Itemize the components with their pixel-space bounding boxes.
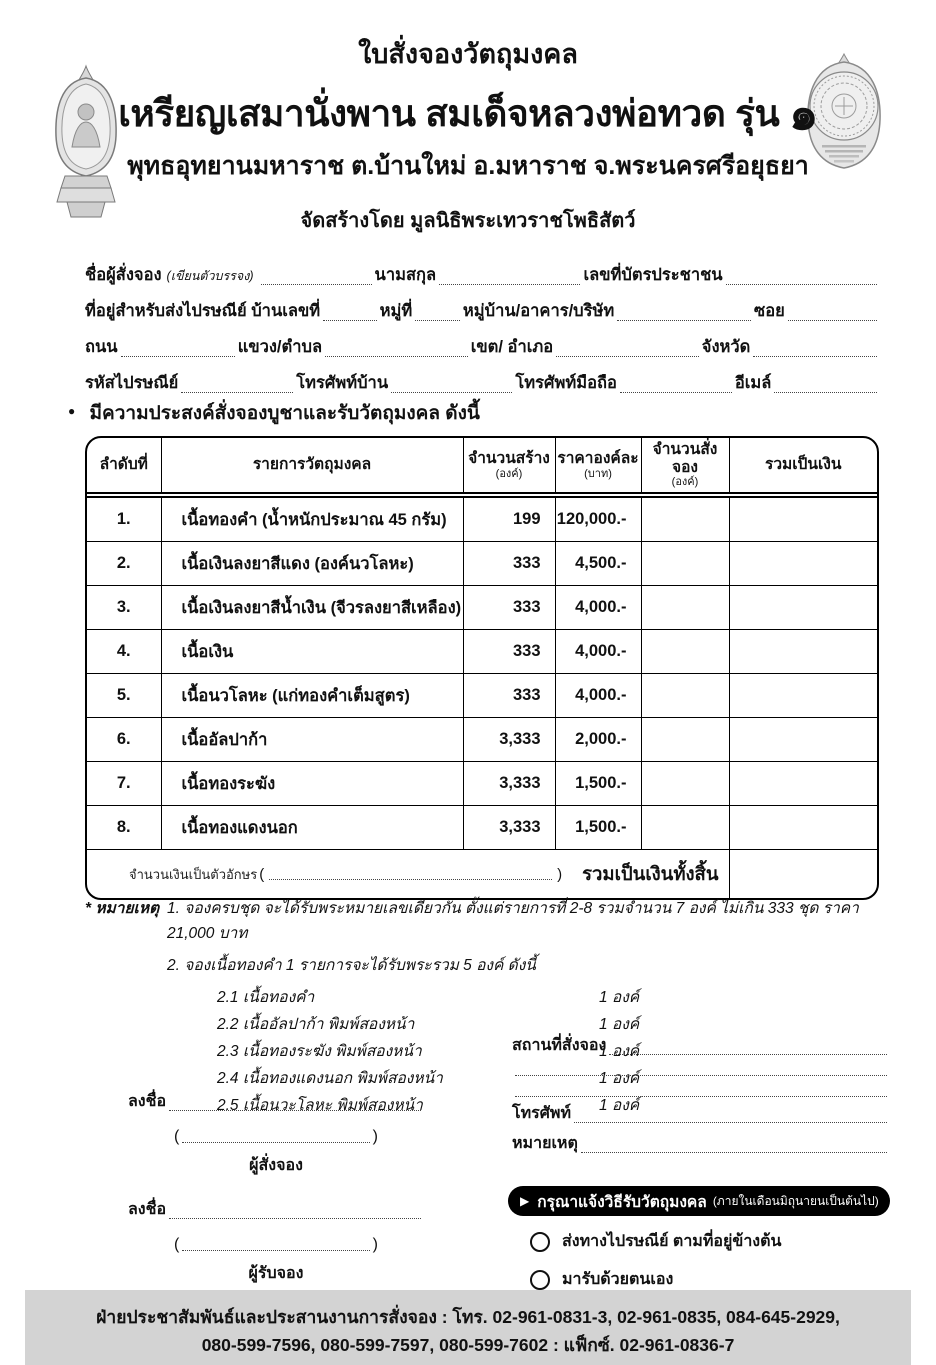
order-qty-cell[interactable]: [641, 674, 729, 718]
main-title-text: เหรียญเสมานั่งพาน สมเด็จหลวงพ่อทวด รุ่น: [118, 93, 780, 134]
table-row: 5. เนื้อนวโลหะ (แก่ทองคำเต็มสูตร) 333 4,000.-: [87, 674, 877, 718]
location-subtitle: พุทธอุทยานมหาราช ต.บ้านใหม่ อ.มหาราช จ.พระนครศรีอยุธยา: [127, 152, 809, 180]
receiver-name-line[interactable]: [182, 1240, 369, 1251]
home-phone-label: โทรศัพท์บ้าน: [296, 374, 389, 392]
id-card-label: เลขที่บัตรประชาชน: [583, 266, 723, 284]
moo-label: หมู่ที่: [379, 302, 413, 320]
order-place-input-line-2[interactable]: [515, 1065, 887, 1076]
delivery-method-section: [508, 1186, 890, 1292]
road-field-line: [85, 324, 880, 360]
soi-label: ซอย: [754, 302, 785, 320]
table-header-row: [87, 438, 877, 495]
order-qty-cell[interactable]: [641, 718, 729, 762]
col-header-made: จำนวนสร้าง (องค์): [463, 438, 555, 495]
order-place-extra-line: [512, 1058, 890, 1079]
email-input-line[interactable]: [774, 382, 877, 393]
delivery-option-post[interactable]: ส่งทางไปรษณีย์ ตามที่อยู่ข้างต้น: [508, 1229, 890, 1254]
col-header-price: ราคาองค์ละ (บาท): [555, 438, 641, 495]
edition-numeral: ๑: [789, 87, 818, 139]
name-field-line: [85, 252, 880, 288]
table-row: 7. เนื้อทองระฆัง 3,333 1,500.-: [87, 762, 877, 806]
play-arrow-icon: ▶: [520, 1194, 530, 1208]
order-qty-cell[interactable]: [641, 586, 729, 630]
contact-footer-bar: [25, 1290, 911, 1365]
note-2: 2. จองเนื้อทองคำ 1 รายการจะได้รับพระรวม 5 องค์ ดังนี้: [167, 957, 536, 974]
radio-circle-icon[interactable]: [530, 1232, 550, 1252]
order-place-extra-line: [512, 1079, 890, 1100]
applicant-fields: [85, 252, 880, 396]
order-place-line: [512, 1032, 890, 1058]
order-remark-label: หมายเหตุ: [512, 1135, 578, 1152]
order-remark-input-line[interactable]: [581, 1142, 887, 1153]
note-1: 1. จองครบชุด จะได้รับพระหมายเลขเดียวกัน ตั้งแต่รายการที่ 2-8 รวมจำนวน 7 องค์ ไม่เกิน 333 ชุด ราคา 21,000 บาท: [167, 900, 859, 942]
note-sub-item: 2.1 เนื้อทองคำ 1 องค์: [217, 989, 640, 1006]
road-input-line[interactable]: [121, 346, 235, 357]
mobile-phone-input-line[interactable]: [620, 382, 732, 393]
note-sub-item: 2.2 เนื้ออัลปาก้า พิมพ์สองหน้า 1 องค์: [217, 1016, 640, 1033]
total-amount-cell[interactable]: [729, 542, 877, 586]
orderer-signature-block: ลงชื่อ ( ) ผู้สั่งจอง: [128, 1090, 424, 1178]
subdistrict-input-line[interactable]: [325, 346, 468, 357]
table-row: 3. เนื้อเงินลงยาสีน้ำเงิน (จีวรลงยาสีเหลือง) 333 4,000.-: [87, 586, 877, 630]
note-sub-item: 2.4 เนื้อทองแดงนอก พิมพ์สองหน้า 1 องค์: [217, 1070, 640, 1087]
order-phone-input-line[interactable]: [574, 1112, 887, 1123]
delivery-banner-title: กรุณาแจ้งวิธีรับวัตถุมงคล: [537, 1193, 707, 1211]
total-amount-cell[interactable]: [729, 762, 877, 806]
grand-total-label: รวมเป็นเงินทั้งสิ้น: [582, 862, 719, 884]
col-header-no: ลำดับที่: [87, 438, 161, 495]
order-phone-label: โทรศัพท์: [512, 1105, 571, 1122]
receiver-signature-block: ลงชื่อ ( ) ผู้รับจอง: [128, 1198, 424, 1286]
order-place-input-line-3[interactable]: [515, 1086, 887, 1097]
total-amount-cell[interactable]: [729, 495, 877, 542]
order-place-label: สถานที่สั่งจอง: [512, 1037, 607, 1054]
receiver-role-label: ผู้รับจอง: [248, 1265, 304, 1282]
sign-label: ลงชื่อ: [128, 1201, 167, 1218]
total-amount-cell[interactable]: [729, 718, 877, 762]
table-row: 6. เนื้ออัลปาก้า 3,333 2,000.-: [87, 718, 877, 762]
bullet-icon: ●: [68, 404, 76, 418]
radio-circle-icon[interactable]: [530, 1270, 550, 1290]
order-info-section: [512, 1032, 890, 1156]
col-header-total: รวมเป็นเงิน: [729, 438, 877, 495]
district-input-line[interactable]: [556, 346, 699, 357]
order-remark-line: [512, 1126, 890, 1156]
province-label: จังหวัด: [701, 338, 751, 356]
delivery-banner: [508, 1186, 890, 1216]
col-header-order: จำนวนสั่งจอง (องค์): [641, 438, 729, 495]
total-amount-cell[interactable]: [729, 630, 877, 674]
total-amount-cell[interactable]: [729, 586, 877, 630]
subdistrict-label: แขวง/ตำบล: [237, 338, 323, 356]
total-amount-cell[interactable]: [729, 806, 877, 850]
order-qty-cell[interactable]: [641, 542, 729, 586]
contact-line-2: 080-599-7596, 080-599-7597, 080-599-7602 : แฟ็กซ์. 02-961-0836-7: [201, 1335, 735, 1355]
surname-label: นามสกุล: [374, 266, 437, 284]
order-phone-line: [512, 1100, 890, 1126]
order-qty-cell[interactable]: [641, 806, 729, 850]
mobile-phone-label: โทรศัพท์มือถือ: [515, 374, 617, 392]
moo-input-line[interactable]: [415, 310, 460, 321]
sign-label: ลงชื่อ: [128, 1093, 167, 1110]
table-row: 4. เนื้อเงิน 333 4,000.-: [87, 630, 877, 674]
name-input-line[interactable]: [261, 274, 372, 285]
form-title: ใบสั่งจองวัตถุมงคล: [358, 39, 578, 69]
amount-in-words-label: จำนวนเงินเป็นตัวอักษร: [129, 866, 258, 882]
contact-field-line: [85, 360, 880, 396]
orderer-role-label: ผู้สั่งจอง: [249, 1157, 303, 1174]
table-row: 1. เนื้อทองคำ (น้ำหนักประมาณ 45 กรัม) 199 120,000.-: [87, 495, 877, 542]
postcode-label: รหัสไปรษณีย์: [85, 374, 179, 392]
house-no-input-line[interactable]: [323, 310, 377, 321]
table-footer-row: จำนวนเงินเป็นตัวอักษร ( ) รวมเป็นเงินทั้งสิ้น: [87, 850, 877, 899]
address-label: ที่อยู่สำหรับส่งไปรษณีย์ บ้านเลขที่: [85, 302, 321, 320]
receiver-signature-line[interactable]: [169, 1208, 421, 1219]
delivery-banner-note: (ภายในเดือนมิถุนายนเป็นต้นไป): [712, 1193, 879, 1208]
order-qty-cell[interactable]: [641, 630, 729, 674]
village-label: หมู่บ้าน/อาคาร/บริษัท: [462, 302, 615, 320]
intent-text: มีความประสงค์สั่งจองบูชาและรับวัตถุมงคล ดังนี้: [89, 403, 480, 424]
delivery-option-pickup[interactable]: มารับด้วยตนเอง: [508, 1267, 890, 1292]
id-card-input-line[interactable]: [726, 274, 877, 285]
postcode-input-line[interactable]: [181, 382, 293, 393]
email-label: อีเมล์: [734, 374, 772, 392]
order-place-input-line[interactable]: [609, 1044, 887, 1055]
col-header-item: รายการวัตถุมงคล: [161, 438, 463, 495]
amount-in-words-input-line[interactable]: [269, 869, 552, 880]
notes-title: * หมายเหตุ: [85, 900, 160, 917]
home-phone-input-line[interactable]: [391, 382, 512, 393]
orderer-name-line[interactable]: [182, 1132, 369, 1143]
soi-input-line[interactable]: [788, 310, 877, 321]
table-row: 8. เนื้อทองแดงนอก 3,333 1,500.-: [87, 806, 877, 850]
province-input-line[interactable]: [753, 346, 877, 357]
name-label: ชื่อผู้สั่งจอง: [85, 266, 162, 284]
total-amount-cell[interactable]: [729, 674, 877, 718]
table-row: 2. เนื้อเงินลงยาสีแดง (องค์นวโลหะ) 333 4,500.-: [87, 542, 877, 586]
grand-total-cell[interactable]: [729, 850, 877, 899]
surname-input-line[interactable]: [439, 274, 580, 285]
contact-line-1: ฝ่ายประชาสัมพันธ์และประสานงานการสั่งจอง : โทร. 02-961-0831-3, 02-961-0835, 084-645-2929,: [96, 1307, 840, 1327]
village-input-line[interactable]: [617, 310, 751, 321]
created-by-line: จัดสร้างโดย มูลนิธิพระเทวราชโพธิสัตว์: [300, 210, 636, 232]
note-sub-item: 2.5 เนื้อนวะโลหะ พิมพ์สองหน้า 1 องค์: [217, 1097, 640, 1114]
order-table: [85, 436, 879, 900]
main-title: [0, 84, 936, 143]
intent-line: [68, 398, 480, 428]
road-label: ถนน: [85, 338, 118, 356]
order-qty-cell[interactable]: [641, 495, 729, 542]
name-note: (เขียนตัวบรรจง): [166, 269, 254, 283]
orderer-signature-line[interactable]: [169, 1100, 421, 1111]
note-sub-item: 2.3 เนื้อทองระฆัง พิมพ์สองหน้า 1 องค์: [217, 1043, 640, 1060]
order-qty-cell[interactable]: [641, 762, 729, 806]
address-field-line: [85, 288, 880, 324]
district-label: เขต/ อำเภอ: [470, 338, 554, 356]
